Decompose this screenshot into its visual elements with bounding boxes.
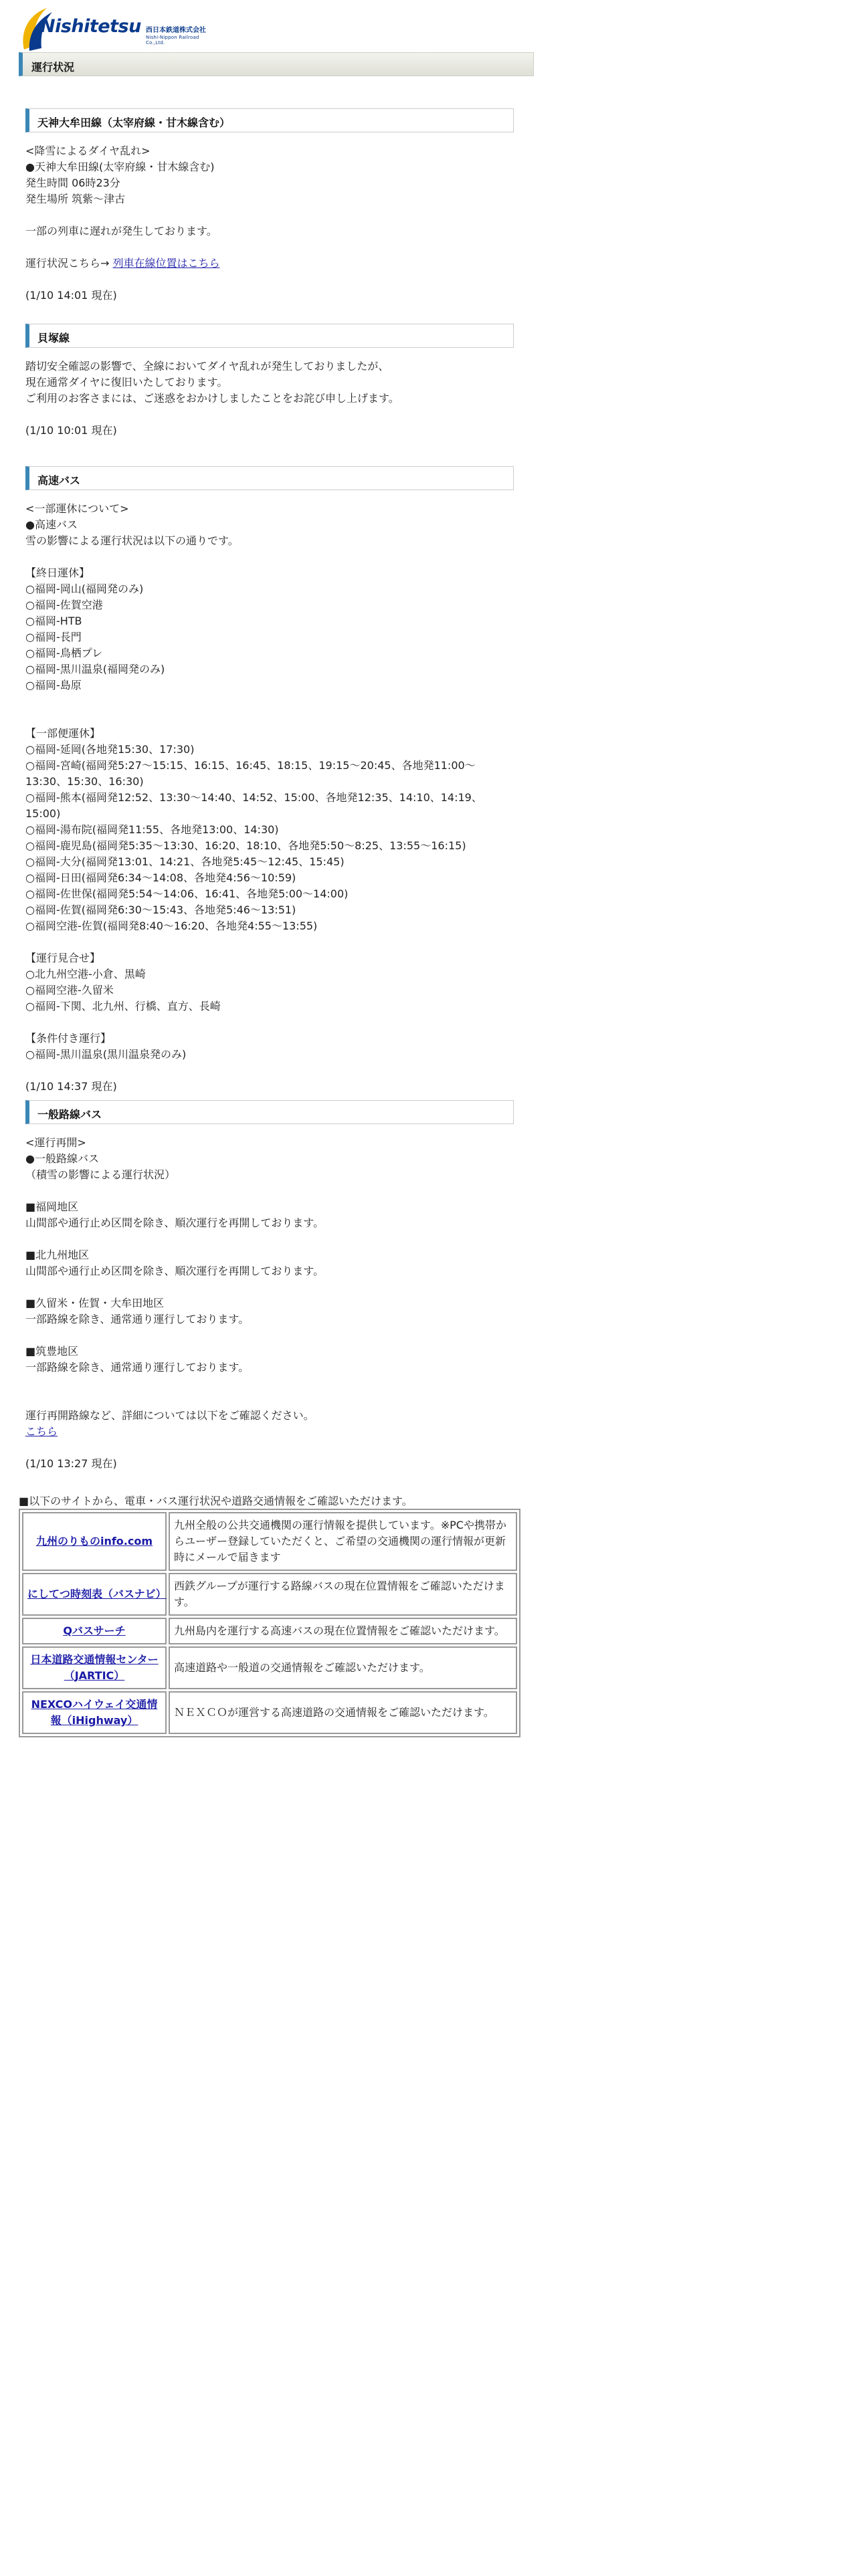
status-line: 【一部便運休】 <box>25 727 101 740</box>
status-line: 【条件付き運行】 <box>25 1032 112 1045</box>
status-line <box>25 693 514 710</box>
status-line <box>25 1183 514 1199</box>
status-line: ○福岡-HTB <box>25 615 82 627</box>
status-line <box>25 1063 514 1079</box>
highway-bus-status-text <box>25 501 514 1095</box>
local-bus-status-text <box>25 1135 514 1424</box>
status-line: ○福岡-岡山(福岡発のみ) <box>25 582 144 595</box>
status-line: ○福岡-佐賀(福岡発6:30〜15:43、各地発5:46〜13:51) <box>25 903 296 916</box>
status-line: ○福岡-長門 <box>25 631 82 643</box>
status-line: ○福岡空港-佐賀(福岡発8:40〜16:20、各地発4:55〜13:55) <box>25 920 318 932</box>
status-line: <一部運休について> <box>25 502 129 515</box>
status-line: ○福岡-延岡(各地発15:30、17:30) <box>25 743 195 756</box>
logo-wordmark: Nishitetsu <box>40 16 141 37</box>
status-line: 運行再開路線など、詳細については以下をご確認ください。 <box>25 1409 314 1422</box>
status-line: ○福岡-黒川温泉(黒川温泉発のみ) <box>25 1048 187 1061</box>
status-line: 一部路線を除き、通常通り運行しております。 <box>25 1361 250 1374</box>
updated-time: (1/10 10:01 現在) <box>25 424 117 437</box>
status-line <box>25 549 514 565</box>
section-tenjin-omuta: 天神大牟田線（太宰府線・甘木線含む） <降雪によるダイヤ乱れ> ●天神大牟田線(太宰府線・甘木線含む) 発生時間 06時23分 発生場所 筑紫〜津古 一部の列車に遅れが発生しております。 運行状況こちら→ 列車在線位置はこちら (1/10 14:01 現在) <box>25 108 514 304</box>
section-kaizuka: 貝塚線 踏切安全確認の影響で、全線においてダイヤ乱れが発生しておりましたが、 現在通常ダイヤに復旧いたしております。 ご利用のお客さまには、ご迷惑をおかけしましたことをお詫び申し上げます。 (1/10 10:01 現在) <box>25 324 514 439</box>
table-row <box>22 1573 517 1616</box>
page-title <box>19 52 534 76</box>
status-line <box>25 1327 514 1344</box>
site-description: 九州島内を運行する高速バスの現在位置情報をご確認いただけます。 <box>169 1618 517 1644</box>
status-line <box>25 1014 514 1031</box>
status-line: ○福岡-大分(福岡発13:01、14:21、各地発5:45〜12:45、15:45) <box>25 855 345 868</box>
status-line: 【終日運休】 <box>25 566 90 579</box>
section-local-bus <box>25 1100 514 1472</box>
status-line: ○福岡-鳥栖プレ <box>25 647 103 659</box>
updated-time: (1/10 14:01 現在) <box>25 289 117 302</box>
related-links-caption: ■以下のサイトから、電車・バス運行状況や道路交通情報をご確認いただけます。 <box>19 1495 413 1507</box>
site-link[interactable]: 九州のりものinfo.com <box>35 1535 153 1547</box>
page-title-text: 運行状況 <box>31 61 75 74</box>
updated-time: (1/10 13:27 現在) <box>25 1457 117 1470</box>
site-link[interactable]: NEXCOハイウェイ交通情報（iHighway） <box>31 1698 158 1727</box>
status-line <box>25 1392 514 1408</box>
table-row <box>22 1618 517 1644</box>
status-line <box>25 934 514 950</box>
status-line: ○北九州空港-小倉、黒崎 <box>25 968 146 980</box>
status-line: (1/10 14:37 現在) <box>25 1080 117 1093</box>
site-link[interactable]: にしてつ時刻表（バスナビ） <box>27 1588 167 1600</box>
section-highway-bus <box>25 466 514 1095</box>
status-line: 一部路線を除き、通常通り運行しております。 <box>25 1313 250 1325</box>
status-line: （積雪の影響による運行状況） <box>25 1168 176 1181</box>
status-line: <運行再開> <box>25 1136 86 1149</box>
company-name-jp: 西日本鉄道株式会社 <box>146 27 206 34</box>
status-line <box>25 1376 514 1392</box>
section-heading: 高速バス <box>25 466 514 490</box>
related-links-table <box>19 1509 520 1737</box>
section-heading: 天神大牟田線（太宰府線・甘木線含む） <box>25 108 514 132</box>
details-link[interactable]: こちら <box>25 1425 58 1438</box>
company-name-en: Nishi-Nippon Railroad Co.,Ltd. <box>146 35 199 45</box>
status-line: ○福岡-島原 <box>25 679 82 691</box>
status-line: 15:00) <box>25 807 61 820</box>
status-line <box>25 1231 514 1247</box>
status-line: ○福岡-佐世保(福岡発5:54〜14:06、16:41、各地発5:00〜14:00) <box>25 887 349 900</box>
status-line: ○福岡空港-久留米 <box>25 984 114 996</box>
status-line: 山間部や通行止め区間を除き、順次運行を再開しております。 <box>25 1265 324 1277</box>
status-line: 雪の影響による運行状況は以下の通りです。 <box>25 534 239 547</box>
status-line: 【運行見合せ】 <box>25 952 101 964</box>
section-heading: 一般路線バス <box>25 1100 514 1124</box>
train-position-link[interactable]: 列車在線位置はこちら <box>112 257 220 270</box>
status-line: ○福岡-黒川温泉(福岡発のみ) <box>25 663 165 675</box>
status-line: ●一般路線バス <box>25 1152 99 1165</box>
status-line: ○福岡-下関、北九州、行橋、直方、長崎 <box>25 1000 221 1012</box>
status-line: ■北九州地区 <box>25 1249 90 1261</box>
site-description: 高速道路や一般道の交通情報をご確認いただけます。 <box>169 1646 517 1689</box>
status-line: ■筑豊地区 <box>25 1345 79 1358</box>
nishitetsu-logo[interactable] <box>20 5 214 52</box>
site-description: 九州全般の公共交通機関の運行情報を提供しています。※PCや携帯からユーザー登録していただくと、ご希望の交通機関の運行情報が更新時にメールで届きます <box>169 1512 517 1571</box>
status-line: ○福岡-宮崎(福岡発5:27〜15:15、16:15、16:45、18:15、19:15〜20:45、各地発11:00〜 <box>25 759 476 772</box>
section-heading: 貝塚線 <box>25 324 514 348</box>
status-line: ○福岡-日田(福岡発6:34〜14:08、各地発4:56〜10:59) <box>25 871 296 884</box>
status-line: ●高速バス <box>25 518 78 531</box>
status-line: 山間部や通行止め区間を除き、順次運行を再開しております。 <box>25 1216 324 1229</box>
status-line: ○福岡-熊本(福岡発12:52、13:30〜14:40、14:52、15:00、各地発12:35、14:10、14:19、 <box>25 791 482 804</box>
status-line <box>25 1279 514 1295</box>
table-row <box>22 1512 517 1571</box>
status-line: ○福岡-佐賀空港 <box>25 599 103 611</box>
status-line: ■久留米・佐賀・大牟田地区 <box>25 1297 165 1309</box>
status-line: 13:30、15:30、16:30) <box>25 775 144 788</box>
status-line: ○福岡-鹿児島(福岡発5:35〜13:30、16:20、18:10、各地発5:50〜8:25、13:55〜16:15) <box>25 839 466 852</box>
status-line: ○福岡-湯布院(福岡発11:55、各地発13:00、14:30) <box>25 823 279 836</box>
site-link[interactable]: 日本道路交通情報センター（JARTIC） <box>30 1653 159 1682</box>
site-description: 西鉄グループが運行する路線バスの現在位置情報をご確認いただけます。 <box>169 1573 517 1616</box>
site-link[interactable]: Qバスサーチ <box>63 1624 126 1637</box>
table-row <box>22 1646 517 1689</box>
status-line: ■福岡地区 <box>25 1200 79 1213</box>
status-line <box>25 710 514 726</box>
site-description: ＮＥＸＣＯが運営する高速道路の交通情報をご確認いただけます。 <box>169 1691 517 1734</box>
table-row <box>22 1691 517 1734</box>
